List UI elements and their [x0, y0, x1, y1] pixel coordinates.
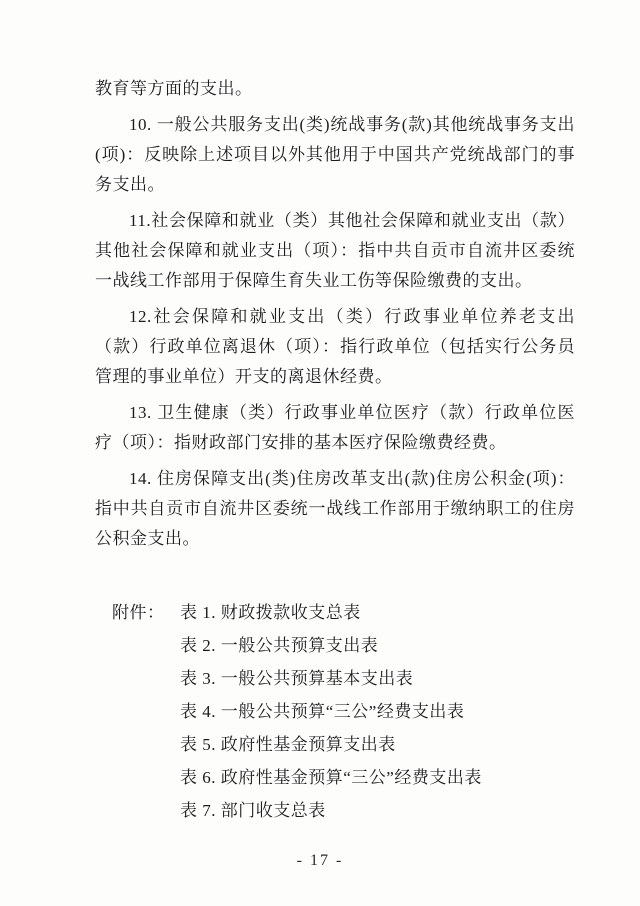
attachment-list-item: 表 1. 财政拨款收支总表: [180, 603, 361, 622]
attachment-list-item: 表 2. 一般公共预算支出表: [180, 636, 379, 655]
paragraph-item-10: 10. 一般公共服务支出(类)统战事务(款)其他统战事务支出(项)：反映除上述项目以外其他用于中国共产党统战部门的事务支出。: [95, 115, 575, 194]
paragraph-item-12: 12.社会保障和就业支出（类）行政事业单位养老支出（款）行政单位离退休（项）：指行政单位（包括实行公务员管理的事业单位）开支的离退休经费。: [95, 307, 575, 386]
attachments-list: [180, 596, 575, 827]
attachment-list-item: 表 4. 一般公共预算“三公”经费支出表: [180, 702, 465, 721]
attachment-list-item: 表 7. 部门收支总表: [180, 801, 326, 820]
page-number: - 17 -: [296, 852, 344, 869]
attachment-list-item: 表 5. 政府性基金预算支出表: [180, 735, 396, 754]
paragraph-item-13: 13. 卫生健康（类）行政事业单位医疗（款）行政单位医疗（项）：指财政部门安排的基本医疗保险缴费经费。: [95, 403, 575, 452]
paragraph-continuation: 教育等方面的支出。: [95, 79, 253, 98]
attachments-label: 附件：: [112, 603, 165, 622]
paragraph-item-14: 14. 住房保障支出(类)住房改革支出(款)住房公积金(项)：指中共自贡市自流井区委统一战线工作部用于缴纳职工的住房公积金支出。: [95, 469, 575, 548]
document-body: [95, 74, 575, 827]
attachment-list-item: 表 6. 政府性基金预算“三公”经费支出表: [180, 768, 482, 787]
attachment-list-item: 表 3. 一般公共预算基本支出表: [180, 669, 414, 688]
paragraph-item-11: 11.社会保障和就业（类）其他社会保障和就业支出（款）其他社会保障和就业支出（项）：指中共自贡市自流井区委统一战线工作部用于保障生育失业工伤等保险缴费的支出。: [95, 211, 575, 290]
attachments-section: [95, 596, 575, 827]
